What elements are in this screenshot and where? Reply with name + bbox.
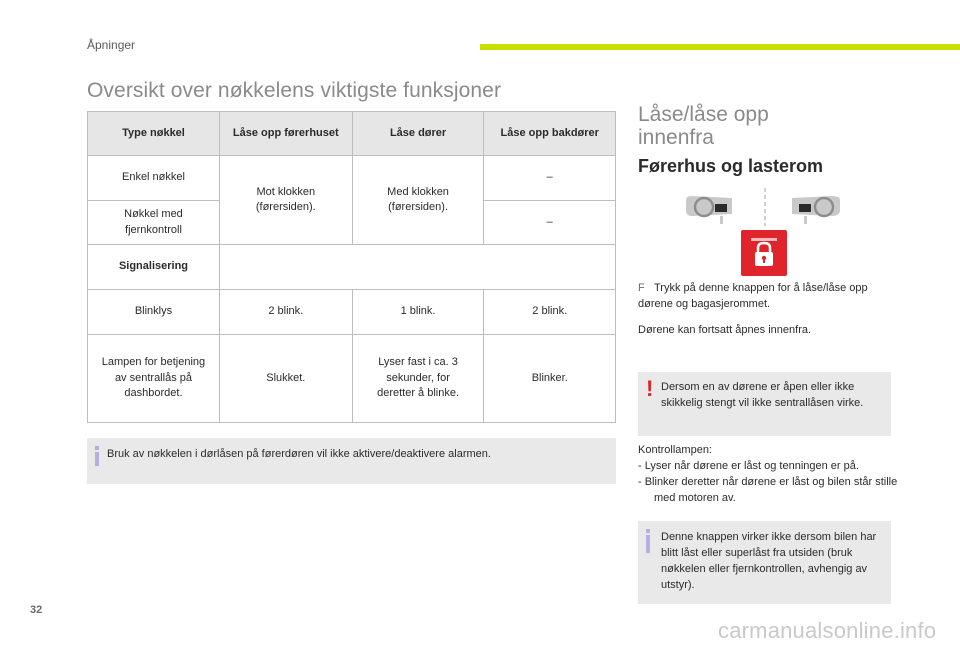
page-number: 32 xyxy=(30,604,43,616)
watermark: carmanualsonline.info xyxy=(718,618,937,643)
info-icon xyxy=(646,529,650,533)
table-cell xyxy=(88,335,220,423)
warning-text: Dersom en av dørene er åpen eller ikke skikkelig stengt vil ikke sentrallåsen virke. xyxy=(661,381,864,409)
list-item: - Blinker deretter når dørene er låst og bilen står stille med motoren av. xyxy=(638,475,898,504)
instruction-body: Trykk på denne knappen for å låse/låse opp dørene og bagasjerommet. xyxy=(638,282,868,310)
header-cell: Låse opp bakdører xyxy=(484,112,616,156)
warning-icon: ! xyxy=(646,376,654,401)
cell-text: Med klokken (førersiden). xyxy=(387,185,449,213)
central-lock-button xyxy=(741,230,787,276)
table-cell: 1 blink. xyxy=(352,290,484,335)
cell-text: Mot klokken (førersiden). xyxy=(255,185,316,213)
cell-text: Lampen for betjening av sentrallås på dashbordet. xyxy=(101,356,206,400)
table-cell xyxy=(219,156,352,245)
table-cell xyxy=(88,201,220,245)
table-row xyxy=(88,290,616,335)
subsection-title: Førerhus og lasterom xyxy=(638,156,824,176)
section-title xyxy=(638,103,769,149)
info-icon-bar xyxy=(95,452,99,466)
table-row xyxy=(88,245,616,290)
table-cell: – xyxy=(484,156,616,201)
section-title-line: Låse/låse opp xyxy=(638,103,769,126)
warning-box xyxy=(638,372,891,436)
table-cell: Blinklys xyxy=(88,290,220,335)
instruction-text xyxy=(638,281,898,313)
info-note-text: Denne knappen virker ikke dersom bilen har blitt låst eller superlåst fra utsiden (bruk nøkkelen eller fjernkontrollen, avhengig av utstyr). xyxy=(661,531,877,591)
info-icon-bar xyxy=(646,535,650,553)
table-cell: Blinker. xyxy=(484,335,616,423)
table-header-row xyxy=(88,112,616,156)
table-cell: – xyxy=(484,201,616,245)
table-cell: Enkel nøkkel xyxy=(88,156,220,201)
page-title: Oversikt over nøkkelens viktigste funksjoner xyxy=(87,79,502,102)
header-cell: Låse opp førerhuset xyxy=(219,112,352,156)
table-cell: Slukket. xyxy=(219,335,352,423)
note-text: Dørene kan fortsatt åpnes innenfra. xyxy=(638,324,812,336)
table-cell: Signalisering xyxy=(88,245,220,290)
table-cell: 2 blink. xyxy=(219,290,352,335)
cell-text: Nøkkel med fjernkontroll xyxy=(124,208,183,236)
table-cell xyxy=(352,335,484,423)
info-note-box xyxy=(638,521,891,604)
accent-bar xyxy=(480,44,960,50)
table-row xyxy=(88,156,616,201)
header-cell: Låse dører xyxy=(352,112,484,156)
steering-wheel-icon xyxy=(686,196,732,224)
key-functions-table xyxy=(87,111,616,423)
info-note-box xyxy=(87,438,616,484)
control-lamp-title: Kontrollampen: xyxy=(638,444,712,456)
header-cell: Type nøkkel xyxy=(88,112,220,156)
control-lamp-section xyxy=(638,443,898,507)
info-icon xyxy=(95,446,99,450)
section-title-line: innenfra xyxy=(638,126,714,150)
cell-text: Lyser fast i ca. 3 sekunder, for deretter å blinke. xyxy=(377,356,460,400)
section-label: Åpninger xyxy=(87,38,136,52)
info-note-text: Bruk av nøkkelen i dørlåsen på førerdøren vil ikke aktivere/deaktivere alarmen. xyxy=(107,448,491,460)
table-cell xyxy=(219,245,615,290)
table-row xyxy=(88,335,616,423)
lock-icon xyxy=(741,230,787,276)
table-cell xyxy=(352,156,484,245)
table-cell: 2 blink. xyxy=(484,290,616,335)
list-item: - Lyser når dørene er låst og tenningen er på. xyxy=(638,459,859,472)
arrow-bullet-icon: F xyxy=(638,282,645,294)
steering-wheel-icon xyxy=(792,196,840,224)
